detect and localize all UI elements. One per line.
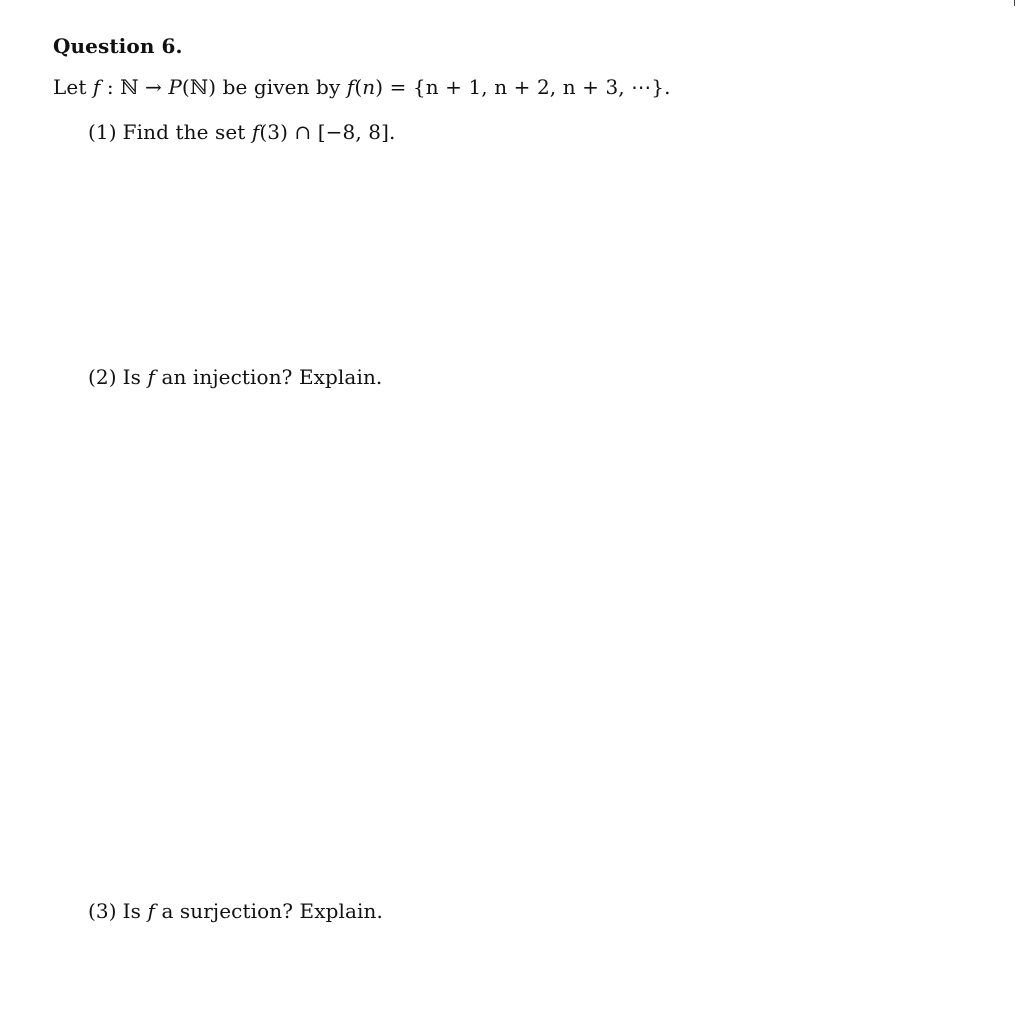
part-1	[88, 120, 395, 144]
statement-middle: be given by	[216, 75, 347, 99]
part-1-number: (1)	[88, 120, 117, 144]
part-2-function-symbol: f	[147, 365, 155, 389]
part-2	[88, 365, 382, 389]
question-title: Question 6.	[53, 34, 183, 58]
part-2-text-before: Is	[122, 365, 148, 389]
power-set-argument: (ℕ)	[181, 75, 217, 99]
part-1-text-before: Find the set	[122, 120, 252, 144]
function-symbol-2: f	[346, 75, 355, 99]
function-arg-open: (	[354, 75, 363, 99]
part-3	[88, 899, 383, 923]
power-set-symbol: P	[168, 75, 182, 99]
part-1-function-symbol: f	[251, 120, 260, 144]
part-3-text-before: Is	[122, 899, 148, 923]
statement-prefix: Let	[53, 75, 93, 99]
part-2-text-after: an injection? Explain.	[154, 365, 383, 389]
function-mapping: : ℕ →	[100, 75, 169, 99]
function-definition: ) = {n + 1, n + 2, n + 3, ⋯}.	[375, 75, 671, 99]
corner-mark	[1014, 0, 1015, 6]
part-3-function-symbol: f	[147, 899, 155, 923]
function-symbol: f	[92, 75, 101, 99]
part-3-text-after: a surjection? Explain.	[154, 899, 383, 923]
function-variable: n	[362, 75, 376, 99]
part-1-text-after: (3) ∩ [−8, 8].	[259, 120, 396, 144]
part-3-number: (3)	[88, 899, 117, 923]
question-statement	[53, 75, 671, 99]
part-2-number: (2)	[88, 365, 117, 389]
